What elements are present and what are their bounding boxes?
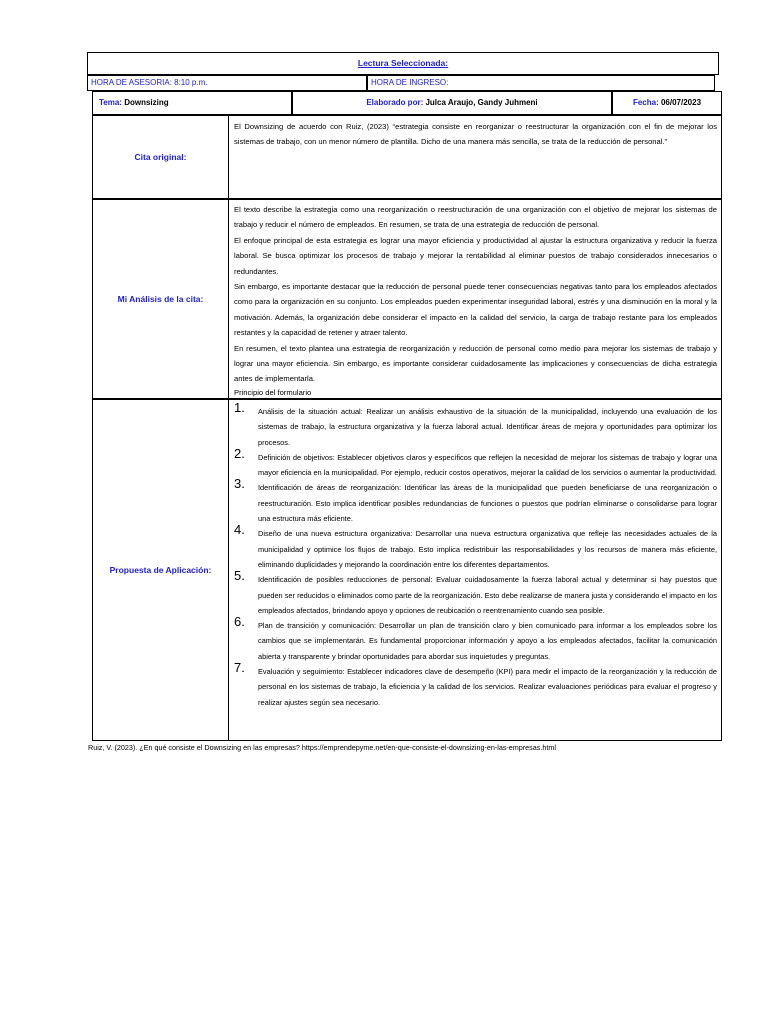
fecha-label: Fecha: <box>632 98 659 107</box>
propuesta-item <box>234 568 717 618</box>
cita-label-cell <box>92 115 229 199</box>
propuesta-item-text: Plan de transición y comunicación: Desarrollar un plan de transición claro y bien comunicado para informar a los empleados sobre los cambios que se implementarán. Es fundamental proporcionar información y apoyo a los empleados afectados, facilitar la comunicación abierta y transparente y brindar oportunidades para abordar sus inquietudes y preguntas. <box>258 621 717 661</box>
tema-field <box>92 91 292 115</box>
elaborado-label: Elaborado por: <box>366 98 424 107</box>
analisis-paragraph: Sin embargo, es importante destacar que la reducción de personal puede tener consecuencias negativas tanto para los empleados afectados como para la organización en su conjunto. Los empleados pueden experimentar inseguridad laboral, estrés y una disminución en la moral y la motivación. Además, la organización debe considerar el impacto en la calidad del servicio, la carga de trabajo restante para los empleados restantes y la capacidad de retener y atraer talento. <box>234 282 717 338</box>
reference-citation: Ruiz, V. (2023). ¿En qué consiste el Downsizing en las empresas? https://emprendepyme.net/en-que-consiste-el-downsizing-en-las-empresas.html <box>88 743 556 752</box>
asesoria-time-text: HORA DE ASESORIA: 8:10 p.m. <box>91 78 208 87</box>
form-title: Lectura Seleccionada <box>357 58 446 68</box>
analisis-paragraph: El enfoque principal de esta estrategia es lograr una mayor eficiencia y productividad al ajustar la estructura organizativa y reducir la fuerza laboral. Se busca optimizar los procesos de trabajo y mejorar la rentabilidad al eliminar puestos de trabajo considerados innecesarios o redundantes. <box>234 235 717 276</box>
cita-text-cell <box>228 115 722 199</box>
tema-label: Tema: <box>99 98 122 107</box>
tema-value: Downsizing <box>124 98 169 107</box>
analisis-text-cell <box>228 199 722 399</box>
propuesta-item-text: Evaluación y seguimiento: Establecer indicadores clave de desempeño (KPI) para medir el impacto de la reorganización y la reducción de personal en los sistemas de trabajo, la eficiencia y la calidad de los servicios. Realizar evaluaciones periódicas para evaluar el progreso y realizar ajustes según sea necesario. <box>258 667 717 707</box>
analisis-paragraph: El texto describe la estrategia como una reorganización o reestructuración de una organización con el objetivo de mejorar los sistemas de trabajo y reducir el número de empleados. En resumen, se trata de una estrategia de reducción de personal. <box>234 205 717 230</box>
cita-text: El Downsizing de acuerdo con Ruiz, (2023) “estrategia consiste en reorganizar o reestructurar la organización con el fin de mejorar los sistemas de trabajo, con un menor número de plantilla. Dicho de una manera más sencilla, se trata de la reducción de personal.” <box>234 122 717 147</box>
propuesta-item-number: 4. <box>234 522 245 538</box>
propuesta-item-number: 1. <box>234 400 245 415</box>
asesoria-time-field <box>87 75 367 91</box>
fecha-field <box>612 91 722 115</box>
elaborado-field <box>292 91 612 115</box>
analisis-paragraph: En resumen, el texto plantea una estrategia de reorganización y reducción de personal como medio para mejorar los sistemas de trabajo y lograr una mayor eficiencia. Sin embargo, es importante considerar cuidadosamente las implicaciones y consecuencias de dicha estrategia antes de implementarla. <box>234 343 717 384</box>
propuesta-item <box>234 522 717 572</box>
form-title-box <box>87 52 719 75</box>
analisis-label: Mi Análisis de la cita: <box>117 294 204 304</box>
propuesta-item <box>234 660 717 710</box>
cita-label: Cita original: <box>134 152 187 162</box>
propuesta-item-text: Diseño de una nueva estructura organizativa: Desarrollar una nueva estructura organizativa que refleje las necesidades actuales de la municipalidad y optimice los flujos de trabajo. Esto implica redistribuir las responsabilidades y los recursos de manera más eficiente, eliminando duplicidades y mejorando la coordinación entre los diferentes departamentos. <box>258 529 717 569</box>
propuesta-list-cell <box>228 399 722 741</box>
propuesta-label-cell <box>92 399 229 741</box>
propuesta-item-number: 6. <box>234 614 245 630</box>
analisis-paragraph: Principio del formulario <box>234 387 312 397</box>
analisis-label-cell <box>92 199 229 399</box>
propuesta-item-number: 3. <box>234 476 245 492</box>
propuesta-item-text: Análisis de la situación actual: Realizar un análisis exhaustivo de la situación de la municipalidad, incluyendo una evaluación de los sistemas de trabajo, la estructura organizativa y la fuerza laboral actual. Identificar áreas de mejora y oportunidades para optimizar los procesos. <box>258 407 717 447</box>
fecha-value: 06/07/2023 <box>660 98 702 107</box>
ingreso-time-field <box>367 75 715 91</box>
form-title-colon: : <box>445 58 449 68</box>
propuesta-item-number: 2. <box>234 445 245 461</box>
elaborado-value: Julca Araujo, Gandy Juhmeni <box>425 98 538 107</box>
propuesta-item-number: 7. <box>234 660 245 676</box>
ingreso-time-text: HORA DE INGRESO: <box>371 78 449 87</box>
propuesta-label: Propuesta de Aplicación: <box>109 565 212 575</box>
propuesta-item-text: Identificación de áreas de reorganización: Identificar las áreas de la municipalidad que pueden beneficiarse de una reorganización o reestructuración. Esto implica identificar posibles redundancias de funciones o puestos que podrían eliminarse o consolidarse para lograr una estructura más eficiente. <box>258 483 717 524</box>
propuesta-item <box>234 614 717 664</box>
propuesta-item <box>234 400 717 450</box>
propuesta-item-number: 5. <box>234 568 245 584</box>
propuesta-item-text: Identificación de posibles reducciones de personal: Evaluar cuidadosamente la fuerza laboral actual y determinar si hay puestos que pueden ser reducidos o eliminados como parte de la reorganización. Esto debe realizarse de manera justa y considerando el impacto en los empleados afectados, brindando apoyo y opciones de reubicación o reentrenamiento cuando sea posible. <box>258 575 717 615</box>
propuesta-item-text: Definición de objetivos: Establecer objetivos claros y específicos que reflejen la necesidad de mejorar los sistemas de trabajo y lograr una mayor eficiencia en la municipalidad. Por ejemplo, reducir costos operativos, mejorar la calidad de los servicios o aumentar la productividad. <box>258 452 717 478</box>
propuesta-item <box>234 476 717 526</box>
propuesta-item <box>234 445 717 481</box>
